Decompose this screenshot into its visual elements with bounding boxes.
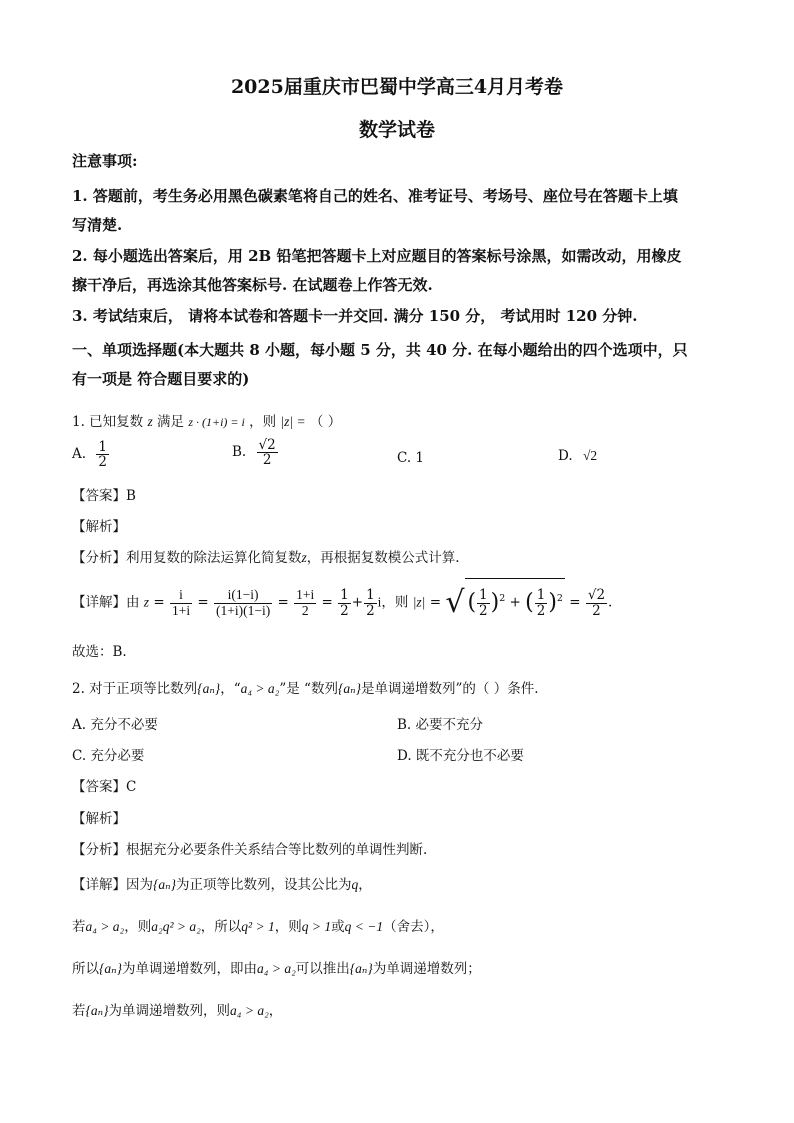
q2-d2-d: ，则 <box>274 919 302 935</box>
q1-option-a-den: 2 <box>98 454 107 471</box>
q2-d2-eq4: q < −1 <box>344 919 384 934</box>
q1-fenxi-var: z <box>301 550 307 565</box>
q2-fenxi-tag: 【分析】 <box>72 842 126 858</box>
q1-var: z <box>147 414 153 429</box>
q2-d3-c: 可以推出 <box>295 961 350 977</box>
q2-seq-2: {aₙ} <box>337 681 361 696</box>
q2-d1-b: 为正项等比数列，设其公比为 <box>176 877 352 893</box>
q1-detail: 【详解】由 z = $\frac{i}{1+i}$ = $\frac{i(1-i)}{(1+i)(1-i)}$ = $\frac{1+i}{2}$ = $\frac{1}{2}$ + $\frac{1}{2}$ i，则 |z| = √ ( $\frac{1}{2}$ )$^2$ + ( $\frac{1}{2}$ )$^2$ = $\frac{√2}{2}$ . <box>72 578 612 623</box>
question-1 <box>72 410 341 430</box>
q1-detail-tag: 【详解】 <box>72 594 126 611</box>
q1-detail-then: ，则 <box>381 594 409 611</box>
q2-d1-c: ， <box>358 877 372 893</box>
q1-option-a-fraction <box>96 440 109 469</box>
note-2-line-2: 擦干净后，再选涂其他答案标号. 在试题卷上作答无效. <box>72 276 433 294</box>
q1-detail-sqrt-frac-2-num: 1 <box>536 587 546 604</box>
q1-option-b-den: 2 <box>262 452 272 469</box>
q2-detail-line-1 <box>72 873 372 893</box>
q1-detail-sqrt-frac-1-num: 1 <box>479 587 488 604</box>
q2-d2-eq: a₂q² > a₂ <box>151 919 201 934</box>
q2-fenxi <box>72 838 427 858</box>
q2-d2-a: 若 <box>72 919 86 935</box>
q2-d3-b: 为单调递增数列，即由 <box>122 961 258 977</box>
q2-cond: a₄ > a₂ <box>240 681 280 696</box>
q2-d1-a: 因为 <box>126 877 153 893</box>
q2-fenxi-text: 根据充分必要条件关系结合等比数列的单调性判断. <box>126 842 428 858</box>
q2-detail-line-4 <box>72 999 282 1019</box>
q1-detail-frac-4-den: 2 <box>340 602 349 619</box>
q1-detail-frac-1-num: i <box>170 588 192 603</box>
q2-analysis-tag: 【解析】 <box>72 811 126 827</box>
q2-d2-cond: a₄ > a₂ <box>85 919 125 934</box>
q2-d1-seq: {aₙ} <box>153 877 177 892</box>
q1-detail-frac-2 <box>214 588 272 617</box>
q1-then: ，则 <box>249 414 277 430</box>
q1-detail-frac-5-num: 1 <box>366 587 375 604</box>
q1-option-c: C. 1 <box>397 450 425 466</box>
q1-detail-result <box>586 588 607 617</box>
q2-prefix: 2. 对于正项等比数列 <box>72 681 198 697</box>
q1-detail-sqrt-frac-2-den: 2 <box>536 602 546 619</box>
q1-mid: 满足 <box>157 414 185 430</box>
q2-d3-d: 为单调递增数列； <box>372 961 481 977</box>
q1-fenxi-end: ，再根据复数模公式计算. <box>306 550 460 566</box>
q1-answer <box>72 484 136 504</box>
section-1-line-1: 一、单项选择题(本大题共 8 小题，每小题 5 分，共 40 分. 在每小题给出的四个选项中，只 <box>72 341 688 359</box>
q1-detail-frac-5 <box>364 588 377 617</box>
q1-option-b-label: B. <box>232 444 247 461</box>
q1-detail-result-den: 2 <box>592 602 601 619</box>
q1-option-b-fraction <box>257 438 278 467</box>
q1-detail-sqrt: ( $\frac{1}{2}$ )$^2$ + ( $\frac{1}{2}$ )$^2$ <box>465 578 565 623</box>
q1-option-a-label: A. <box>72 446 87 463</box>
exam-subtitle: 数学试卷 <box>358 119 435 141</box>
q2-option-a: A. 充分不必要 <box>72 717 158 733</box>
q2-option-b: B. 必要不充分 <box>397 717 484 733</box>
q1-option-a-num: 1 <box>98 439 107 455</box>
q2-seq: {aₙ} <box>197 681 221 696</box>
q1-fenxi <box>72 546 460 566</box>
q1-detail-you: 由 <box>126 594 140 611</box>
q1-detail-frac-5-den: 2 <box>366 602 375 619</box>
q2-cond-open: ，“ <box>220 681 241 697</box>
q2-d2-eq2: q² > 1 <box>241 919 275 934</box>
q1-detail-modz: |z| <box>412 594 426 610</box>
q1-detail-frac-1-den: 1+i <box>171 602 191 618</box>
q2-d4-seq: {aₙ} <box>85 1003 109 1018</box>
question-2 <box>72 677 538 697</box>
q1-detail-frac-3-den: 2 <box>301 602 309 618</box>
q1-detail-frac-2-num: i(1−i) <box>214 588 272 603</box>
q1-condition: z · (1+i) = i <box>188 415 245 429</box>
q1-analysis-tag: 【解析】 <box>72 519 126 535</box>
note-3: 3. 考试结束后， 请将本试卷和答题卡一并交回. 满分 150 分， 考试用时 120 分钟. <box>72 307 638 325</box>
q1-detail-result-num: √2 <box>587 587 606 604</box>
q2-cond-tail: 是单调递增数列”的（ ）条件. <box>361 681 539 697</box>
q2-d3-a: 所以 <box>72 961 99 977</box>
q2-d3-cond: a₄ > a₂ <box>257 961 296 976</box>
q2-d4-c: ， <box>268 1003 283 1019</box>
q2-d2-eq3: q > 1 <box>301 919 332 934</box>
q1-paren: （ ） <box>309 414 342 430</box>
q2-detail-line-3 <box>72 957 481 977</box>
q2-d4-a: 若 <box>72 1003 86 1019</box>
q2-d1-q: q <box>351 877 359 892</box>
section-1-line-2: 有一项是 符合题目要求的) <box>72 370 250 388</box>
q1-option-d-value: √2 <box>582 448 598 463</box>
q2-detail-tag: 【详解】 <box>72 877 126 893</box>
q2-d4-b: 为单调递增数列，则 <box>108 1003 231 1019</box>
q1-answer-value: B <box>126 488 136 504</box>
q1-option-d <box>558 448 597 464</box>
q2-detail-line-2 <box>72 915 444 935</box>
q2-d2-f: （舍去）， <box>383 919 444 935</box>
exam-title: 2025届重庆市巴蜀中学高三4月月考卷 <box>230 76 564 98</box>
q2-d2-e: 或 <box>331 919 345 935</box>
q2-cond-close: ”是 “数列 <box>279 681 338 697</box>
note-2-line-1: 2. 每小题选出答案后，用 2B 铅笔把答题卡上对应题目的答案标号涂黑，如需改动，用橡皮 <box>72 247 682 265</box>
q2-option-d: D. 既不充分也不必要 <box>397 748 524 764</box>
q1-prefix: 1. 已知复数 <box>72 414 144 430</box>
q1-option-a <box>72 440 110 469</box>
q1-detail-frac-3-num: 1+i <box>296 587 315 603</box>
q1-fenxi-text: 利用复数的除法运算化简复数 <box>126 550 302 566</box>
q1-detail-frac-2-den: (1+i)(1−i) <box>216 602 271 618</box>
q2-d2-b: ，则 <box>124 919 152 935</box>
q1-detail-frac-3 <box>294 588 316 617</box>
q1-option-b-num: √2 <box>258 437 276 453</box>
q1-fenxi-tag: 【分析】 <box>72 550 126 566</box>
q1-choose: 故选：B. <box>72 644 127 660</box>
q1-detail-frac-1 <box>170 588 192 617</box>
q1-option-b <box>232 438 279 467</box>
q2-d3-seq-2: {aₙ} <box>349 961 373 976</box>
q1-answer-tag: 【答案】 <box>72 488 126 504</box>
q1-ask: |z| = <box>280 414 306 429</box>
q2-answer-tag: 【答案】 <box>72 779 126 795</box>
q1-detail-frac-4-num: 1 <box>340 587 349 604</box>
note-1-line-1: 1. 答题前，考生务必用黑色碳素笔将自己的姓名、准考证号、考场号、座位号在答题卡上填 <box>72 187 678 205</box>
q2-d3-seq: {aₙ} <box>99 961 123 976</box>
q2-answer <box>72 775 136 795</box>
note-1-line-2: 写清楚. <box>72 216 123 234</box>
q1-option-d-label: D. <box>558 448 573 464</box>
q2-option-c: C. 充分必要 <box>72 748 145 764</box>
q1-detail-frac-4 <box>338 588 351 617</box>
q2-d4-cond: a₄ > a₂ <box>230 1003 269 1018</box>
q2-d2-c: ，所以 <box>200 919 242 935</box>
notes-heading: 注意事项: <box>72 152 138 170</box>
q2-answer-value: C <box>126 779 137 795</box>
q1-detail-sqrt-frac-1-den: 2 <box>479 602 488 619</box>
